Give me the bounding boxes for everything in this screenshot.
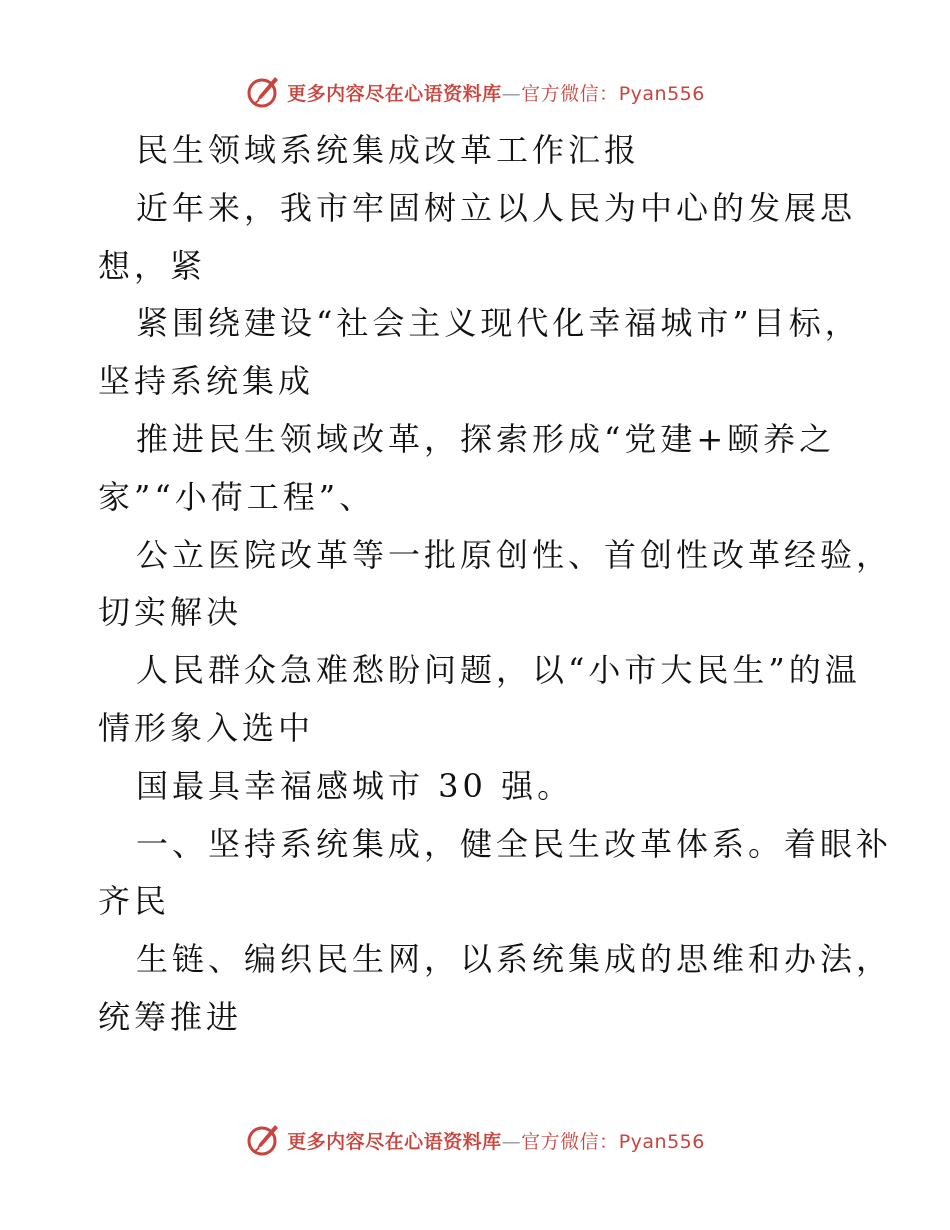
quill-logo-icon <box>245 1122 281 1158</box>
banner-brand-text: 更多内容尽在心语资料库 <box>287 82 502 105</box>
paragraph-line: 情形象入选中 <box>98 708 315 747</box>
quill-logo-icon <box>245 74 281 110</box>
banner-brand-text: 更多内容尽在心语资料库 <box>287 1130 502 1153</box>
paragraph-line: 生链、编织民生网，以系统集成的思维和办法， <box>136 940 893 979</box>
paragraph-line: 坚持系统集成 <box>98 362 315 401</box>
paragraph-line: 近年来，我市牢固树立以人民为中心的发展思 <box>136 188 857 227</box>
section-heading-line: 一、坚持系统集成，健全民生改革体系。着眼补 <box>136 824 893 863</box>
paragraph-line: 统筹推进 <box>98 997 243 1036</box>
paragraph-line: 国最具幸福感城市 30 强。 <box>136 766 574 805</box>
banner-dash: — <box>501 1130 522 1153</box>
banner-wechat-id: Pyan556 <box>618 1130 705 1153</box>
header-banner <box>0 70 950 114</box>
banner-wechat-label: 官方微信： <box>521 1130 619 1153</box>
document-body <box>98 122 893 1047</box>
banner-wechat-id: Pyan556 <box>618 82 705 105</box>
paragraph-line: 齐民 <box>98 882 171 921</box>
banner-wechat-label: 官方微信： <box>521 82 619 105</box>
paragraph-line: 家”“小荷工程”、 <box>98 477 376 516</box>
footer-banner <box>0 1118 950 1162</box>
paragraph-line: 想，紧 <box>98 246 207 285</box>
document-title: 民生领域系统集成改革工作汇报 <box>136 131 641 169</box>
paragraph-line: 紧围绕建设“社会主义现代化幸福城市”目标， <box>136 304 861 343</box>
paragraph-line: 公立医院改革等一批原创性、首创性改革经验， <box>136 535 893 574</box>
banner-dash: — <box>501 82 522 105</box>
paragraph-line: 人民群众急难愁盼问题，以“小市大民生”的温 <box>136 651 861 690</box>
paragraph-line: 切实解决 <box>98 593 243 632</box>
paragraph-line: 推进民生领域改革，探索形成“党建+颐养之 <box>136 419 836 458</box>
